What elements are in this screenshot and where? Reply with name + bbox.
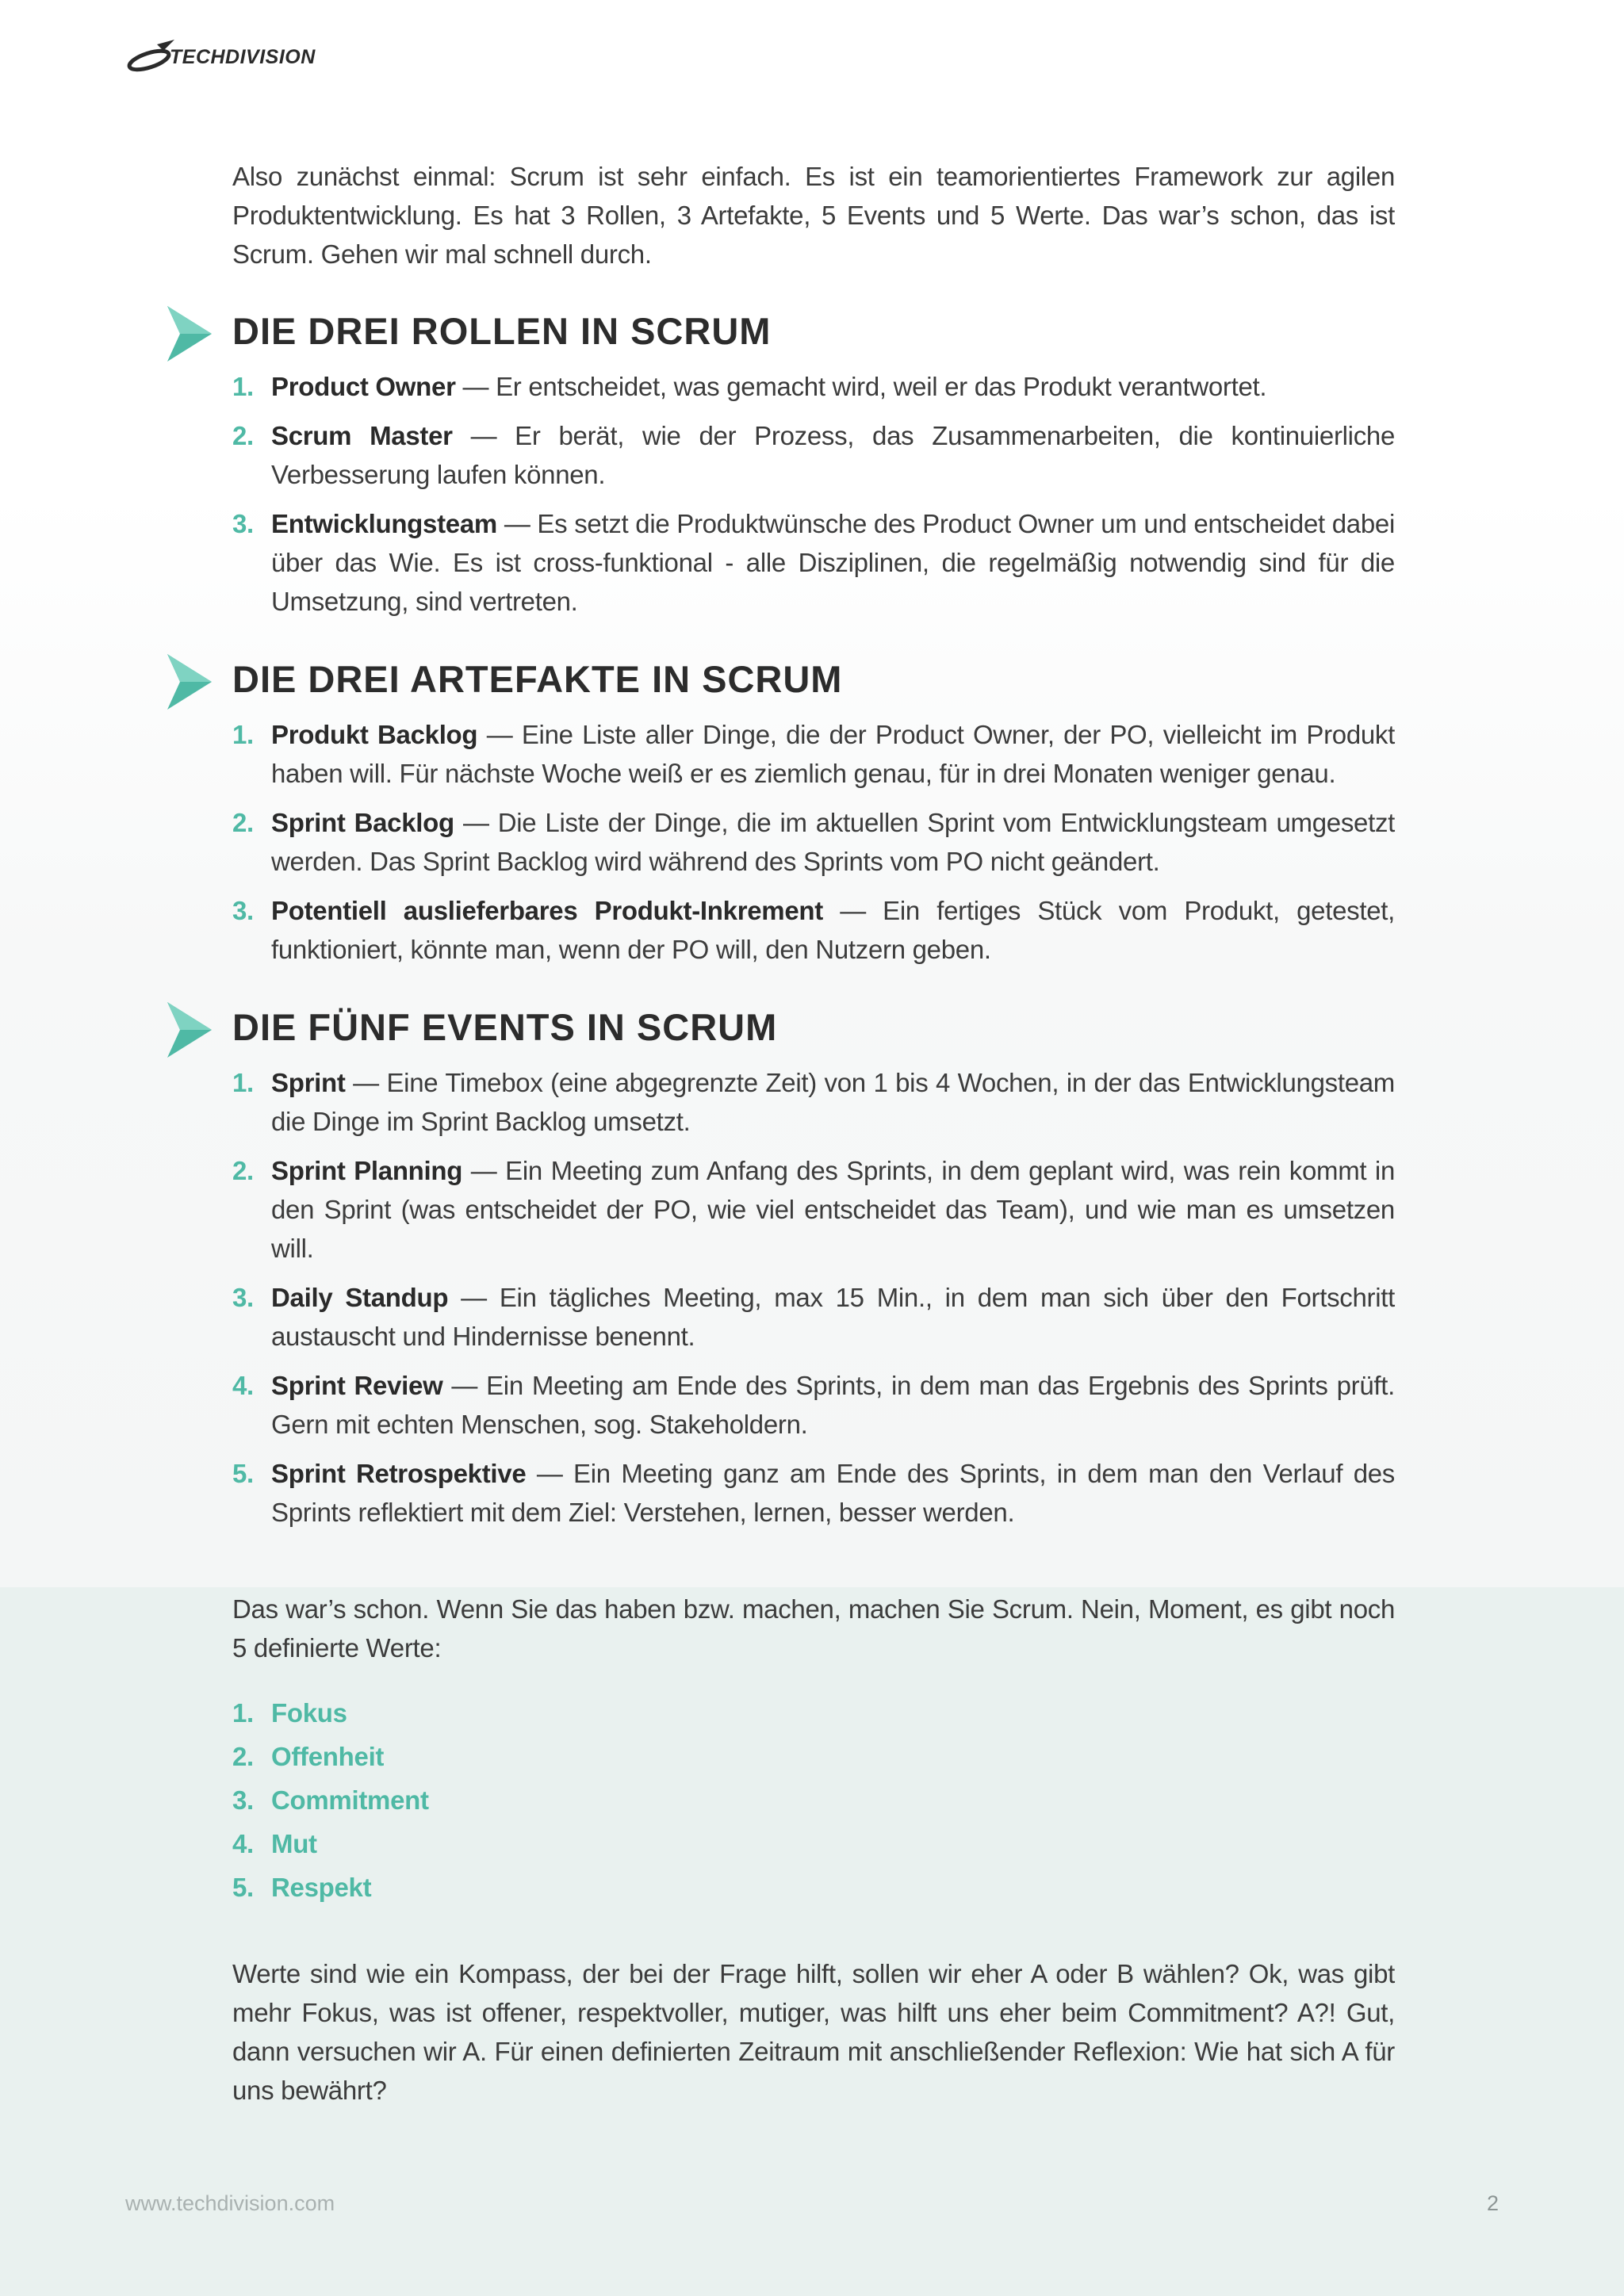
list-item: 2. Scrum Master — Er berät, wie der Prozess, das Zusammenarbeiten, die kontinuierliche Verbesserung laufen können. (232, 421, 1395, 489)
values-intro-paragraph: Das war’s schon. Wenn Sie das haben bzw. machen, machen Sie Scrum. Nein, Moment, es gibt noch 5 definierte Werte: (232, 1594, 1395, 1663)
list-item: 4. Sprint Review — Ein Meeting am Ende des Sprints, in dem man das Ergebnis des Sprints prüft. Gern mit echten Menschen, sog. Stakeholdern. (232, 1371, 1395, 1439)
value-item-respekt: 5. Respekt (232, 1873, 372, 1902)
section-heading-roles: DIE DREI ROLLEN IN SCRUM (232, 308, 1395, 355)
chevron-arrow-icon (167, 306, 212, 362)
list-item: 2. Sprint Planning — Ein Meeting zum Anfang des Sprints, in dem geplant wird, was rein kommt in den Sprint (was entscheidet der PO, wie viel entscheidet das Team), und wie man es umsetzen will. (232, 1156, 1395, 1263)
closing-paragraph: Werte sind wie ein Kompass, der bei der Frage hilft, sollen wir eher A oder B wählen? Ok, was gibt mehr Fokus, was ist offener, respektvoller, mutiger, was hilft uns eher beim Commitment? A?! Gut, dann versuchen wir A. Für einen definierten Zeitraum mit anschließender Reflexion: Wie hat sich A für uns bewährt? (232, 1959, 1395, 2105)
main-content (232, 157, 1395, 2110)
section-heading-events: DIE FÜNF EVENTS IN SCRUM (232, 1004, 1395, 1051)
list-item: 1. Produkt Backlog — Eine Liste aller Dinge, die der Product Owner, der PO, vielleicht im Produkt haben will. Für nächste Woche weiß er es ziemlich genau, für in drei Monaten weniger genau. (232, 720, 1395, 788)
value-item-offenheit: 2. Offenheit (232, 1742, 385, 1771)
page-number: 2 (1486, 2191, 1499, 2215)
chevron-arrow-icon (167, 1002, 212, 1058)
list-item: 3. Potentiell auslieferbares Produkt-Inkrement — Ein fertiges Stück vom Produkt, getestet, funktioniert, könnte man, wenn der PO will, den Nutzern geben. (232, 896, 1395, 964)
chevron-arrow-icon (167, 654, 212, 710)
value-item-fokus: 1. Fokus (232, 1698, 347, 1728)
artifacts-list (232, 715, 1395, 969)
value-item-mut: 4. Mut (232, 1829, 317, 1858)
footer-website-link[interactable]: www.techdivision.com (125, 2191, 335, 2215)
list-item: 1. Product Owner — Er entscheidet, was gemacht wird, weil er das Produkt verantwortet. (232, 372, 1267, 401)
brand-logo[interactable] (125, 32, 339, 82)
value-item-commitment: 3. Commitment (232, 1785, 429, 1815)
section-heading-artifacts: DIE DREI ARTEFAKTE IN SCRUM (232, 656, 1395, 703)
logo-text: TECHDIVISION (170, 45, 316, 68)
list-item: 1. Sprint — Eine Timebox (eine abgegrenzte Zeit) von 1 bis 4 Wochen, in der das Entwicklungsteam die Dinge im Sprint Backlog umsetzt. (232, 1068, 1395, 1136)
list-item: 5. Sprint Retrospektive — Ein Meeting ganz am Ende des Sprints, in dem man den Verlauf des Sprints reflektiert mit dem Ziel: Verstehen, lernen, besser werden. (232, 1459, 1395, 1527)
list-item: 3. Entwicklungsteam — Es setzt die Produktwünsche des Product Owner um und entscheidet dabei über das Wie. Es ist cross-funktional - alle Disziplinen, die regelmäßig notwendig sind für die Umsetzung, sind vertreten. (232, 509, 1395, 616)
list-item: 3. Daily Standup — Ein tägliches Meeting, max 15 Min., in dem man sich über den Fortschritt austauscht und Hindernisse benennt. (232, 1283, 1395, 1351)
intro-paragraph: Also zunächst einmal: Scrum ist sehr einfach. Es ist ein teamorientiertes Framework zur agilen Produktentwicklung. Es hat 3 Rollen, 3 Artefakte, 5 Events und 5 Werte. Das war’s schon, das ist Scrum. Gehen wir mal schnell durch. (232, 162, 1395, 269)
values-list (232, 1693, 1395, 1907)
list-item: 2. Sprint Backlog — Die Liste der Dinge, die im aktuellen Sprint vom Entwicklungsteam umgesetzt werden. Das Sprint Backlog wird während des Sprints vom PO nicht geändert. (232, 808, 1396, 876)
roles-list (232, 367, 1395, 621)
events-list (232, 1063, 1395, 1532)
